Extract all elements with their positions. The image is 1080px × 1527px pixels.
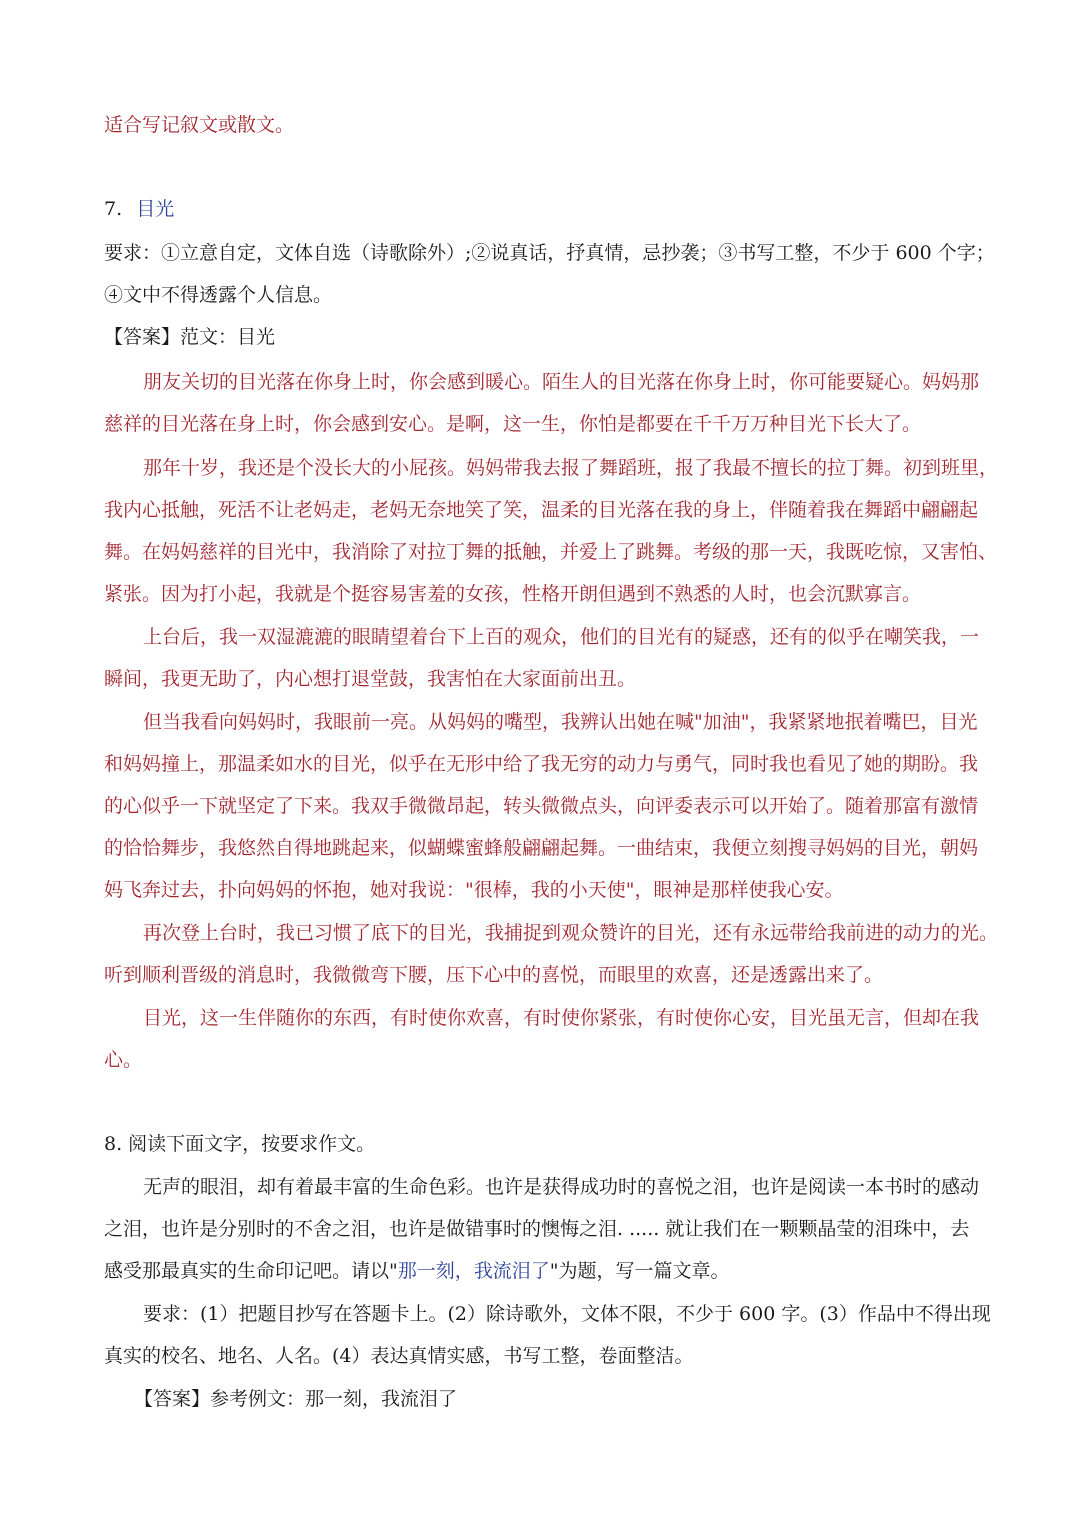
essay-line: 心。 xyxy=(104,1049,143,1071)
question-7-heading xyxy=(104,196,174,222)
essay-line: 听到顺利晋级的消息时，我微微弯下腰，压下心中的喜悦，而眼里的欢喜，还是透露出来了。 xyxy=(104,964,884,986)
question-number: 7. xyxy=(104,198,123,220)
essay-line: 的恰恰舞步，我悠然自得地跳起来，似蝴蝶蜜蜂般翩翩起舞。一曲结束，我便立刻搜寻妈妈的目光，朝妈 xyxy=(104,837,979,859)
essay-line: 瞬间，我更无助了，内心想打退堂鼓，我害怕在大家面前出丑。 xyxy=(104,668,637,690)
previous-answer-fragment: 适合写记叙文或散文。 xyxy=(104,114,295,136)
essay-line: 朋友关切的目光落在你身上时，你会感到暖心。陌生人的目光落在你身上时，你可能要疑心。妈妈那 xyxy=(143,371,980,393)
prompt-text: 感受那最真实的生命印记吧。请以" xyxy=(104,1260,398,1282)
question-intro: 阅读下面文字，按要求作文。 xyxy=(128,1133,376,1155)
question-7-answer xyxy=(104,324,275,350)
answer-text: 参考例文：那一刻，我流泪了 xyxy=(210,1388,458,1410)
essay-title-highlight: 那一刻，我流泪了 xyxy=(397,1260,550,1282)
essay-line: 的心似乎一下就坚定了下来。我双手微微昂起，转头微微点头，向评委表示可以开始了。随着那富有激情 xyxy=(104,795,979,817)
question-8-prompt-cont: 之泪，也许是分别时的不舍之泪，也许是做错事时的懊悔之泪. ..... 就让我们在一颗颗晶莹的泪珠中，去 xyxy=(104,1218,970,1240)
question-8-requirements-cont: 真实的校名、地名、人名。(4）表达真情实感，书写工整，卷面整洁。 xyxy=(104,1345,694,1367)
question-8-answer xyxy=(134,1386,457,1412)
essay-line: 紧张。因为打小起，我就是个挺容易害羞的女孩，性格开朗但遇到不熟悉的人时，也会沉默寡言。 xyxy=(104,583,922,605)
essay-line: 慈祥的目光落在身上时，你会感到安心。是啊，这一生，你怕是都要在千千万万种目光下长大了。 xyxy=(104,413,922,435)
prompt-text: "为题，写一篇文章。 xyxy=(549,1260,730,1282)
essay-line: 那年十岁，我还是个没长大的小屁孩。妈妈带我去报了舞蹈班，报了我最不擅长的拉丁舞。初到班里， xyxy=(143,457,999,479)
question-8-prompt: 无声的眼泪，却有着最丰富的生命色彩。也许是获得成功时的喜悦之泪，也许是阅读一本书时的感动 xyxy=(143,1176,980,1198)
essay-line: 我内心抵触，死活不让老妈走，老妈无奈地笑了笑，温柔的目光落在我的身上，伴随着我在舞蹈中翩翩起 xyxy=(104,499,979,521)
essay-line: 舞。在妈妈慈祥的目光中，我消除了对拉丁舞的抵触，并爱上了跳舞。考级的那一天，我既吃惊，又害怕、 xyxy=(104,541,998,563)
essay-line: 和妈妈撞上，那温柔如水的目光，似乎在无形中给了我无穷的动力与勇气，同时我也看见了她的期盼。我 xyxy=(104,753,979,775)
essay-line: 目光，这一生伴随你的东西，有时使你欢喜，有时使你紧张，有时使你心安，目光虽无言，但却在我 xyxy=(143,1007,980,1029)
essay-line: 但当我看向妈妈时，我眼前一亮。从妈妈的嘴型，我辨认出她在喊"加油"，我紧紧地抿着嘴巴，目光 xyxy=(143,711,978,733)
answer-label: 【答案】 xyxy=(104,326,181,348)
essay-line: 妈飞奔过去，扑向妈妈的怀抱，她对我说："很棒，我的小天使"，眼神是那样使我心安。 xyxy=(104,879,844,901)
question-8-prompt-cont xyxy=(104,1258,730,1284)
answer-text: 范文：目光 xyxy=(180,326,276,348)
essay-line: 再次登上台时，我已习惯了底下的目光，我捕捉到观众赞许的目光，还有永远带给我前进的动力的光。 xyxy=(143,922,999,944)
question-8-heading xyxy=(104,1131,375,1157)
question-7-requirements-cont: ④文中不得透露个人信息。 xyxy=(104,284,333,306)
question-8-requirements: 要求：(1）把题目抄写在答题卡上。(2）除诗歌外，文体不限，不少于 600 字。(3）作品中不得出现 xyxy=(143,1303,991,1325)
essay-line: 上台后，我一双湿漉漉的眼睛望着台下上百的观众，他们的目光有的疑惑，还有的似乎在嘲笑我，一 xyxy=(143,626,980,648)
question-number: 8. xyxy=(104,1133,123,1155)
question-title: 目光 xyxy=(136,198,175,220)
answer-label: 【答案】 xyxy=(134,1388,211,1410)
question-7-requirements: 要求：①立意自定，文体自选（诗歌除外）;②说真话，抒真情，忌抄袭；③书写工整，不少于 600 个字； xyxy=(104,242,995,264)
